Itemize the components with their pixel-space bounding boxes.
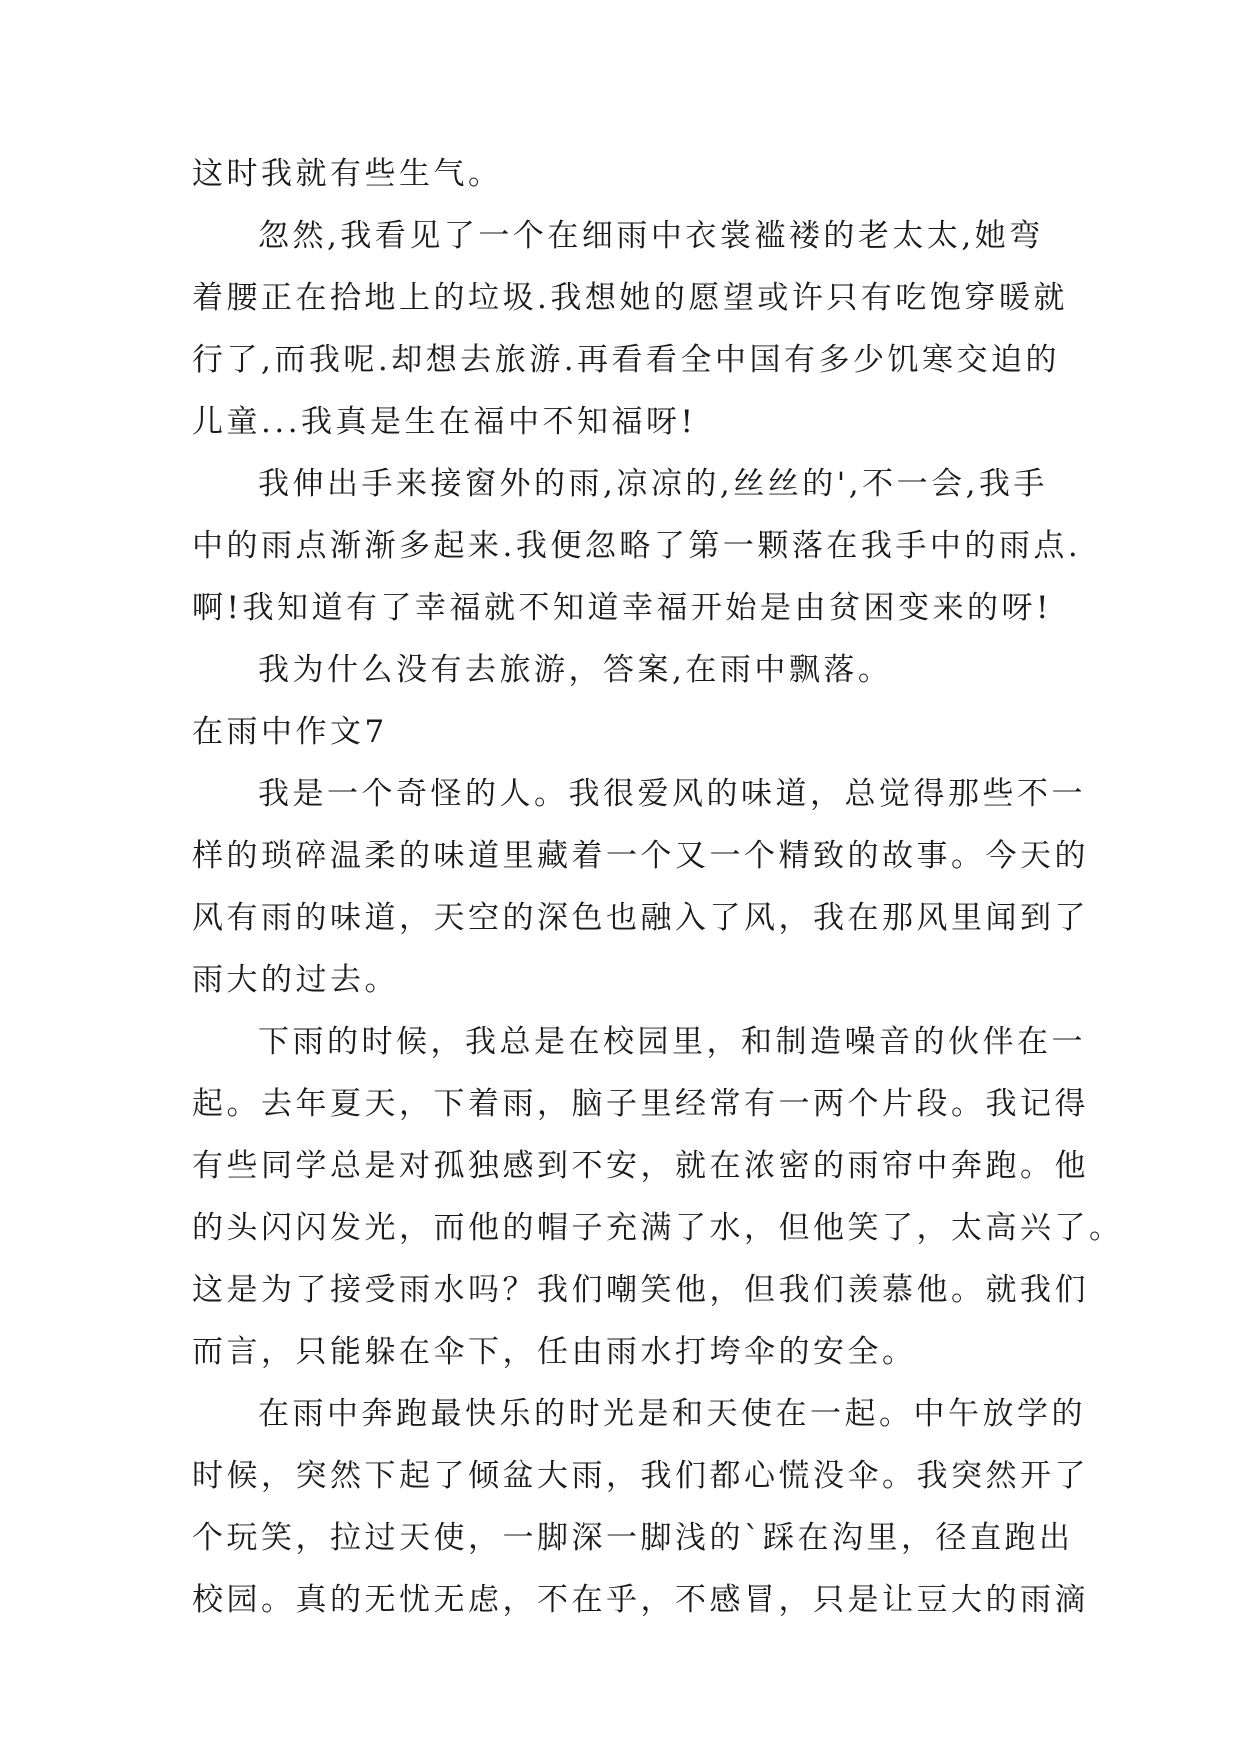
text-line: 行了,而我呢.却想去旅游.再看看全中国有多少饥寒交迫的 xyxy=(192,342,1061,378)
paragraph-first-line: 我为什么没有去旅游，答案,在雨中飘落。 xyxy=(258,652,893,688)
text-line: 风有雨的味道，天空的深色也融入了风，我在那风里闻到了 xyxy=(192,900,1089,936)
paragraph-first-line: 我伸出手来接窗外的雨,凉凉的,丝丝的',不一会,我手 xyxy=(258,466,1048,502)
text-line: 校园。真的无忧无虑，不在乎，不感冒，只是让豆大的雨滴 xyxy=(192,1582,1089,1618)
text-line: 这时我就有些生气。 xyxy=(192,156,503,192)
text-line: 着腰正在拾地上的垃圾.我想她的愿望或许只有吃饱穿暖就 xyxy=(192,280,1068,316)
text-line: 的头闪闪发光，而他的帽子充满了水，但他笑了，太高兴了。 xyxy=(192,1210,1124,1246)
text-line: 时候，突然下起了倾盆大雨，我们都心慌没伞。我突然开了 xyxy=(192,1458,1089,1494)
text-line: 这是为了接受雨水吗？我们嘲笑他，但我们羡慕他。就我们 xyxy=(192,1272,1089,1308)
text-line: 起。去年夏天，下着雨，脑子里经常有一两个片段。我记得 xyxy=(192,1086,1089,1122)
text-line: 而言，只能躲在伞下，任由雨水打垮伞的安全。 xyxy=(192,1334,917,1370)
text-line: 中的雨点渐渐多起来.我便忽略了第一颗落在我手中的雨点. xyxy=(192,528,1082,564)
paragraph-first-line: 忽然,我看见了一个在细雨中衣裳褴褛的老太太,她弯 xyxy=(258,218,1044,254)
paragraph-first-line: 下雨的时候，我总是在校园里，和制造噪音的伙伴在一 xyxy=(258,1024,1086,1060)
text-line: 雨大的过去。 xyxy=(192,962,399,998)
paragraph-first-line: 我是一个奇怪的人。我很爱风的味道，总觉得那些不一 xyxy=(258,776,1086,812)
section-heading: 在雨中作文7 xyxy=(192,714,388,750)
text-line: 个玩笑，拉过天使，一脚深一脚浅的`踩在沟里，径直跑出 xyxy=(192,1520,1074,1556)
text-line: 儿童...我真是生在福中不知福呀! xyxy=(192,404,697,440)
text-line: 啊!我知道有了幸福就不知道幸福开始是由贫困变来的呀! xyxy=(192,590,1052,626)
paragraph-first-line: 在雨中奔跑最快乐的时光是和天使在一起。中午放学的 xyxy=(258,1396,1086,1432)
text-line: 有些同学总是对孤独感到不安，就在浓密的雨帘中奔跑。他 xyxy=(192,1148,1089,1184)
text-line: 样的琐碎温柔的味道里藏着一个又一个精致的故事。今天的 xyxy=(192,838,1089,874)
